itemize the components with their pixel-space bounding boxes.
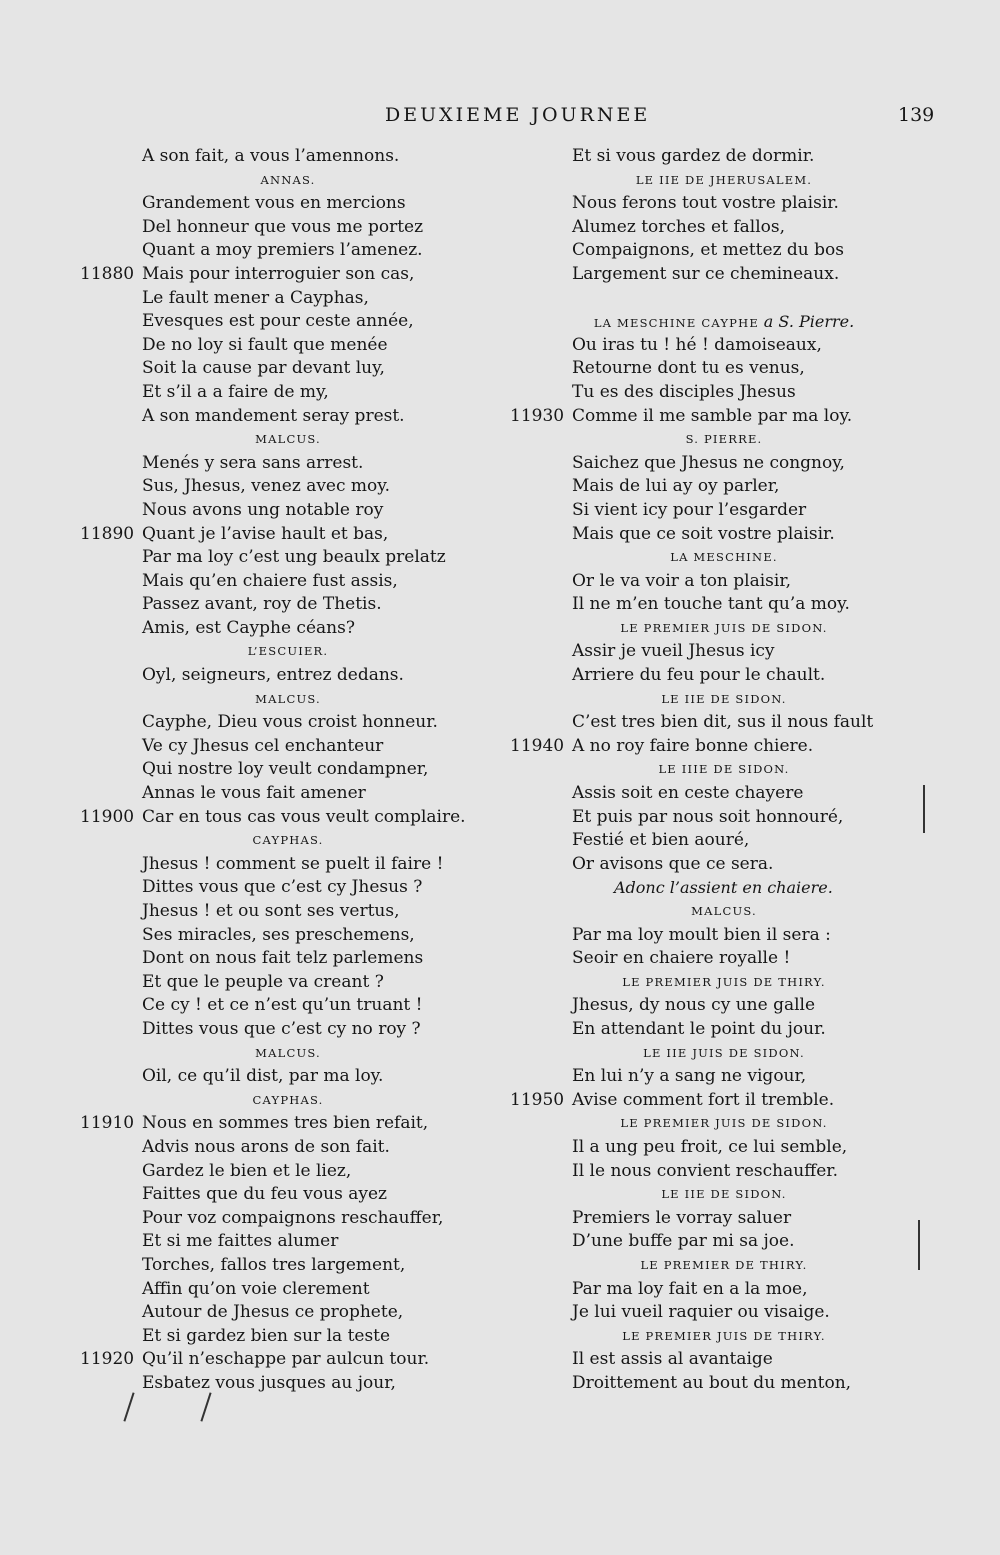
verse-line: [80, 216, 500, 240]
speaker-name: [661, 1183, 786, 1207]
verse-line: [510, 1372, 970, 1396]
verse-line: [80, 381, 500, 405]
verse-line: [80, 523, 500, 547]
stage-direction-text: Adonc l’assient en chaiere.: [614, 878, 833, 898]
verse-line: [80, 1183, 500, 1207]
verse-text: Compaignons, et mettez du bos: [572, 240, 844, 261]
verse-line: [510, 1207, 970, 1231]
verse-line: [510, 1089, 970, 1113]
verse-text: Oyl, seigneurs, entrez dedans.: [142, 665, 404, 686]
verse-line: [510, 570, 970, 594]
speaker-heading: [510, 688, 970, 712]
speaker-name: [636, 169, 812, 193]
verse-text: Dittes vous que c’est cy Jhesus ?: [142, 877, 423, 898]
speaker-label: S. PIERRE.: [685, 432, 763, 447]
verse-text: Et s’il a a faire de my,: [142, 381, 329, 402]
verse-text: Assir je vueil Jhesus icy: [572, 641, 775, 662]
verse-text: D’une buffe par mi sa joe.: [572, 1231, 795, 1252]
verse-text: Et si gardez bien sur la teste: [142, 1325, 391, 1346]
verse-text: Cayphe, Dieu vous croist honneur.: [142, 712, 438, 733]
speaker-label: LE IIE JUIS DE SIDON.: [643, 1045, 805, 1060]
speaker-label: LE IIIE DE SIDON.: [658, 762, 790, 777]
verse-text: Sus, Jhesus, venez avec moy.: [142, 476, 391, 497]
verse-text: Or le va voir a ton plaisir,: [572, 570, 791, 591]
verse-text: Tu es des disciples Jhesus: [572, 381, 796, 402]
speaker-heading: [510, 169, 970, 193]
speaker-name: [691, 900, 757, 924]
verse-text: Saichez que Jhesus ne congnoy,: [572, 452, 845, 473]
speaker-label: LE PREMIER JUIS DE THIRY.: [622, 974, 826, 989]
speaker-label: LA MESCHINE CAYPHE: [593, 316, 759, 331]
verse-line: [510, 475, 970, 499]
verse-text: Nous ferons tout vostre plaisir.: [572, 193, 839, 214]
verse-text: Comme il me samble par ma loy.: [572, 405, 853, 426]
running-title: DEUXIEME JOURNEE: [385, 104, 651, 126]
speaker-label: MALCUS.: [255, 432, 321, 447]
verse-text: Pour voz compaignons reschauffer,: [142, 1207, 444, 1228]
verse-line: [510, 357, 970, 381]
speaker-name: [658, 758, 789, 782]
verse-text: Largement sur ce chemineaux.: [572, 263, 840, 284]
verse-line: [510, 263, 970, 287]
verse-line: [80, 310, 500, 334]
verse-text: En lui n’y a sang ne vigour,: [572, 1066, 807, 1087]
speaker-name: [686, 428, 763, 452]
speaker-heading: [80, 1089, 500, 1113]
speaker-name: [620, 617, 827, 641]
verse-text: Gardez le bien et le liez,: [142, 1160, 352, 1181]
verse-line: [80, 947, 500, 971]
verse-text: Il est assis al avantaige: [572, 1349, 773, 1370]
speaker-name: [661, 688, 786, 712]
verse-text: Jhesus ! et ou sont ses vertus,: [142, 901, 400, 921]
speaker-heading: [510, 971, 970, 995]
verse-text: Alumez torches et fallos,: [572, 216, 786, 237]
verse-line: [510, 405, 970, 429]
verse-text: Qui nostre loy veult condampner,: [142, 759, 429, 780]
speaker-heading: [80, 829, 500, 853]
verse-line: [510, 664, 970, 688]
verse-text: Qu’il n’eschappe par aulcun tour.: [142, 1349, 430, 1370]
verse-line: [80, 145, 500, 169]
verse-text: Le fault mener a Cayphas,: [142, 287, 369, 308]
verse-text: Dont on nous fait telz parlemens: [142, 948, 424, 969]
verse-line: [80, 664, 500, 688]
speaker-label: LE PREMIER JUIS DE SIDON.: [620, 620, 828, 635]
speaker-name: [252, 829, 323, 853]
speaker-heading: [80, 428, 500, 452]
speaker-heading: [510, 546, 970, 570]
verse-line: [80, 1136, 500, 1160]
verse-text: Jhesus, dy nous cy une galle: [572, 995, 816, 1016]
verse-text: Il ne m’en touche tant qu’a moy.: [572, 594, 850, 615]
verse-line: [80, 782, 500, 806]
verse-text: Festié et bien aouré,: [572, 830, 750, 851]
verse-line: [80, 192, 500, 216]
verse-line: [510, 334, 970, 358]
verse-text: Il le nous convient reschauffer.: [572, 1160, 838, 1181]
verse-line: [80, 452, 500, 476]
verse-line: [80, 876, 500, 900]
speaker-name: [594, 310, 854, 336]
verse-line: [510, 499, 970, 523]
verse-line: [510, 994, 970, 1018]
verse-line: [80, 971, 500, 995]
verse-line: [80, 1230, 500, 1254]
line-number: 11910: [80, 1113, 135, 1134]
verse-line: [510, 853, 970, 877]
verse-text: Passez avant, roy de Thetis.: [142, 594, 382, 615]
line-number: 11930: [510, 405, 565, 426]
speaker-label: MALCUS.: [691, 904, 757, 918]
speaker-label: LE IIE DE SIDON.: [661, 691, 787, 706]
pencil-mark: [918, 1220, 920, 1270]
verse-text: Amis, est Cayphe céans?: [142, 617, 355, 638]
verse-line: [80, 900, 500, 924]
verse-text: Advis nous arons de son fait.: [142, 1136, 390, 1157]
verse-text: Et si vous gardez de dormir.: [572, 146, 815, 166]
verse-text: De no loy si fault que menée: [142, 334, 388, 355]
verse-line: [80, 1065, 500, 1089]
pencil-mark: [123, 1392, 134, 1421]
speaker-name: [640, 1254, 807, 1278]
verse-line: [510, 239, 970, 263]
verse-line: [80, 263, 500, 287]
verse-text: Mais que ce soit vostre plaisir.: [572, 523, 835, 544]
verse-text: Grandement vous en mercions: [142, 193, 406, 214]
speaker-name: [622, 971, 825, 995]
verse-text: Retourne dont tu es venus,: [572, 358, 805, 379]
speaker-name: [643, 1042, 805, 1066]
verse-line: [80, 570, 500, 594]
verse-text: En attendant le point du jour.: [572, 1018, 826, 1039]
speaker-label: LE PREMIER DE THIRY.: [640, 1257, 808, 1272]
verse-line: [510, 145, 970, 169]
verse-line: [80, 405, 500, 429]
verse-text: Il a ung peu froit, ce lui semble,: [572, 1136, 848, 1157]
speaker-heading: [510, 428, 970, 452]
verse-line: [510, 1160, 970, 1184]
verse-line: [80, 924, 500, 948]
verse-line: [510, 640, 970, 664]
verse-line: [510, 381, 970, 405]
speaker-name: [248, 640, 329, 664]
verse-line: [510, 947, 970, 971]
line-number: 11880: [80, 263, 135, 284]
verse-text: Affin qu’on voie clerement: [142, 1278, 370, 1299]
line-number: 11950: [510, 1089, 565, 1110]
verse-text: Soit la cause par devant luy,: [142, 358, 385, 379]
speaker-heading: [510, 1042, 970, 1066]
verse-line: [80, 1348, 500, 1372]
verse-text: Esbatez vous jusques au jour,: [142, 1372, 396, 1393]
verse-text: Je lui vueil raquier ou visaige.: [572, 1302, 830, 1323]
verse-line: [80, 806, 500, 830]
verse-text: Quant je l’avise hault et bas,: [142, 523, 389, 544]
speaker-heading: [80, 640, 500, 664]
verse-text: Mais pour interroguier son cas,: [142, 263, 415, 284]
speaker-heading: [510, 617, 970, 641]
speaker-label: LA MESCHINE.: [670, 550, 778, 565]
verse-text: Menés y sera sans arrest.: [142, 452, 364, 473]
right-column: [510, 145, 970, 1395]
verse-line: [510, 711, 970, 735]
verse-line: [80, 735, 500, 759]
speaker-name: [670, 546, 778, 570]
verse-text: Ce cy ! et ce n’est qu’un truant !: [142, 995, 423, 1016]
speaker-heading: [80, 1042, 500, 1066]
verse-line: [80, 1301, 500, 1325]
line-number: 11900: [80, 806, 135, 827]
verse-text: Torches, fallos tres largement,: [142, 1254, 406, 1275]
verse-text: Assis soit en ceste chayere: [572, 783, 804, 804]
verse-line: [510, 735, 970, 759]
verse-text: Del honneur que vous me portez: [142, 216, 424, 237]
verse-text: Et que le peuple va creant ?: [142, 971, 384, 992]
verse-line: [510, 1230, 970, 1254]
pencil-mark: [200, 1392, 211, 1421]
verse-line: [510, 1065, 970, 1089]
verse-text: Nous avons ung notable roy: [142, 499, 384, 520]
speaker-heading: [80, 688, 500, 712]
verse-text: Ses miracles, ses preschemens,: [142, 924, 415, 945]
verse-text: Par ma loy fait en a la moe,: [572, 1278, 808, 1299]
verse-line: [80, 1278, 500, 1302]
verse-text: A son fait, a vous l’amennons.: [142, 146, 400, 166]
verse-line: [80, 499, 500, 523]
verse-line: [510, 782, 970, 806]
speaker-heading: [80, 169, 500, 193]
verse-text: C’est tres bien dit, sus il nous fault: [572, 712, 874, 733]
speaker-heading: [510, 758, 970, 782]
page-number: 139: [898, 104, 935, 126]
verse-line: [80, 475, 500, 499]
verse-text: Faittes que du feu vous ayez: [142, 1184, 387, 1205]
speaker-addressee: a S. Pierre.: [763, 312, 855, 332]
verse-text: Quant a moy premiers l’amenez.: [142, 240, 423, 261]
verse-line: [80, 1160, 500, 1184]
verse-text: Dittes vous que c’est cy no roy ?: [142, 1018, 421, 1039]
verse-text: Droittement au bout du menton,: [572, 1372, 852, 1393]
verse-line: [80, 1254, 500, 1278]
left-column: [80, 145, 500, 1395]
verse-text: Autour de Jhesus ce prophete,: [142, 1302, 404, 1323]
speaker-label: LE PREMIER JUIS DE SIDON.: [620, 1116, 828, 1131]
verse-text: Seoir en chaiere royalle !: [572, 948, 791, 969]
stage-direction: [510, 876, 970, 900]
speaker-label: L’ESCUIER.: [247, 644, 329, 659]
verse-text: Arriere du feu pour le chault.: [572, 665, 826, 686]
verse-text: Par ma loy c’est ung beaulx prelatz: [142, 547, 446, 568]
verse-text: Ve cy Jhesus cel enchanteur: [142, 735, 384, 756]
speaker-label: ANNAS.: [260, 172, 316, 187]
verse-line: [80, 287, 500, 311]
verse-line: [80, 1372, 500, 1396]
verse-text: Car en tous cas vous veult complaire.: [142, 806, 466, 827]
line-number: 11920: [80, 1349, 135, 1370]
speaker-heading: [510, 1183, 970, 1207]
speaker-label: LE PREMIER JUIS DE THIRY.: [622, 1328, 826, 1343]
speaker-heading: [510, 310, 970, 334]
page-header: [0, 104, 1000, 132]
verse-line: [80, 1018, 500, 1042]
verse-text: Annas le vous fait amener: [142, 783, 366, 804]
verse-line: [80, 1112, 500, 1136]
verse-text: Ou iras tu ! hé ! damoiseaux,: [572, 334, 822, 355]
speaker-name: [620, 1112, 827, 1136]
verse-text: Jhesus ! comment se puelt il faire !: [142, 853, 444, 874]
speaker-heading: [510, 1325, 970, 1349]
speaker-label: MALCUS.: [255, 691, 321, 706]
speaker-name: [252, 1089, 323, 1113]
verse-text: Et si me faittes alumer: [142, 1231, 339, 1252]
verse-text: Or avisons que ce sera.: [572, 853, 774, 874]
speaker-name: [622, 1325, 825, 1349]
verse-line: [80, 1207, 500, 1231]
verse-text: Nous en sommes tres bien refait,: [142, 1113, 429, 1134]
line-number: 11940: [510, 735, 565, 756]
verse-text: Mais qu’en chaiere fust assis,: [142, 570, 398, 591]
verse-line: [510, 523, 970, 547]
pencil-mark: [923, 785, 925, 833]
verse-text: Et puis par nous soit honnouré,: [572, 806, 844, 827]
blank-line: [510, 287, 970, 311]
speaker-heading: [510, 1254, 970, 1278]
verse-text: Oil, ce qu’il dist, par ma loy.: [142, 1066, 384, 1087]
speaker-label: LE IIE DE JHERUSALEM.: [635, 172, 813, 187]
verse-text: Evesques est pour ceste année,: [142, 311, 414, 332]
verse-line: [80, 546, 500, 570]
verse-line: [510, 593, 970, 617]
verse-line: [510, 452, 970, 476]
verse-line: [80, 711, 500, 735]
verse-line: [510, 829, 970, 853]
verse-text: Par ma loy moult bien il sera :: [572, 924, 831, 945]
speaker-name: [255, 1042, 321, 1066]
verse-line: [510, 924, 970, 948]
speaker-label: CAYPHAS.: [252, 1092, 324, 1107]
verse-text: A no roy faire bonne chiere.: [572, 735, 814, 756]
verse-line: [510, 1018, 970, 1042]
speaker-label: MALCUS.: [255, 1045, 321, 1060]
line-number: 11890: [80, 523, 135, 544]
verse-line: [510, 216, 970, 240]
verse-text: A son mandement seray prest.: [142, 405, 405, 426]
verse-line: [510, 1301, 970, 1325]
verse-line: [510, 1348, 970, 1372]
speaker-name: [255, 688, 321, 712]
verse-line: [80, 357, 500, 381]
verse-line: [80, 593, 500, 617]
speaker-heading: [510, 1112, 970, 1136]
verse-line: [510, 1278, 970, 1302]
verse-text: Mais de lui ay oy parler,: [572, 476, 780, 497]
verse-line: [510, 806, 970, 830]
verse-line: [80, 239, 500, 263]
verse-text: Premiers le vorray saluer: [572, 1207, 792, 1228]
speaker-heading: [510, 900, 970, 924]
speaker-name: [260, 169, 315, 193]
speaker-name: [255, 428, 321, 452]
verse-line: [510, 1136, 970, 1160]
verse-line: [80, 617, 500, 641]
verse-text: Avise comment fort il tremble.: [572, 1089, 835, 1110]
verse-text: Si vient icy pour l’esgarder: [572, 499, 807, 520]
verse-line: [80, 758, 500, 782]
verse-line: [80, 853, 500, 877]
verse-line: [510, 192, 970, 216]
speaker-label: CAYPHAS.: [252, 833, 324, 848]
verse-line: [80, 994, 500, 1018]
speaker-label: LE IIE DE SIDON.: [661, 1187, 787, 1202]
verse-line: [80, 334, 500, 358]
verse-line: [80, 1325, 500, 1349]
